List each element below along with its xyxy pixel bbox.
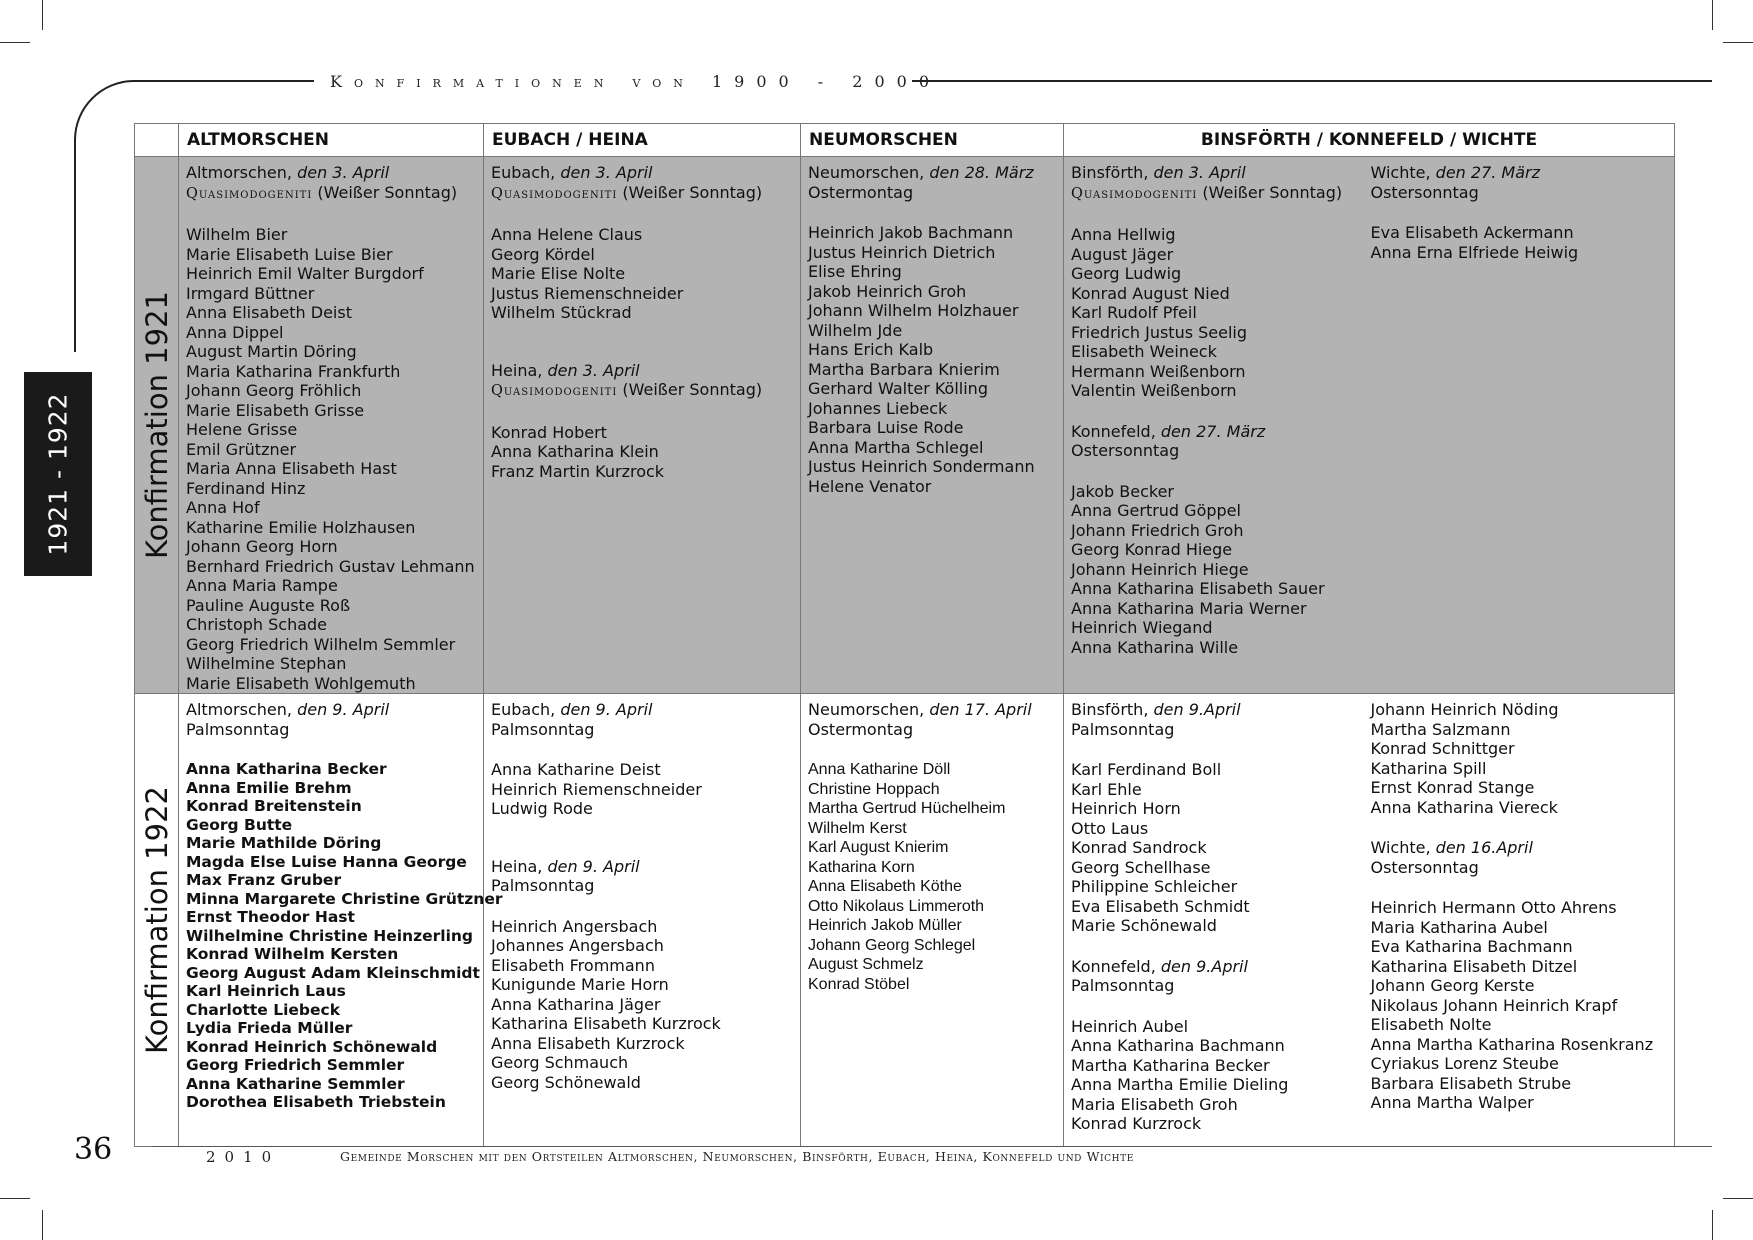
place: Altmorschen, [186, 700, 292, 719]
feast-day: Ostersonntag [1370, 857, 1479, 877]
name-entry: Heinrich Riemenschneider [491, 779, 702, 799]
name-entry: Konrad August Nied [1071, 283, 1230, 303]
name-entry: Heinrich Aubel [1071, 1016, 1189, 1036]
name-list [1071, 482, 1371, 658]
place: Eubach, [491, 700, 556, 719]
name-entry: Minna Margarete Christine Grützner [186, 889, 503, 908]
name-entry: Anna Katharina Wille [1071, 637, 1239, 657]
name-entry: Anna Martha Emilie Dieling [1071, 1075, 1289, 1094]
name-entry: Georg Konrad Hiege [1071, 540, 1233, 559]
event-heading [1071, 700, 1371, 720]
name-entry: Anna Katharine Döll [808, 761, 951, 778]
name-entry: Johann Heinrich Hiege [1071, 559, 1249, 579]
column-header-altmorschen: ALTMORSCHEN [179, 124, 484, 157]
name-entry: Wilhelm Stückrad [491, 303, 632, 322]
name-entry: Konrad Sandrock [1071, 838, 1207, 857]
name-entry: Charlotte Liebeck [186, 1000, 341, 1019]
name-entry: Heinrich Jakob Müller [808, 917, 962, 934]
name-list [1071, 1017, 1371, 1134]
feast-day: Palmsonntag [1071, 719, 1175, 739]
cell-binsfoerth-1922 [1064, 694, 1675, 1147]
name-entry: Anna Katharina Bachmann [1071, 1036, 1285, 1055]
name-entry: Anna Gertrud Göppel [1071, 501, 1241, 520]
footer-rule [152, 1146, 1712, 1147]
name-entry: Katharine Emilie Holzhausen [186, 517, 416, 537]
date: den 9. April [547, 856, 640, 876]
name-entry: Barbara Luise Rode [808, 418, 964, 437]
name-entry: August Jäger [1071, 244, 1174, 264]
name-entry: Marie Elisabeth Luise Bier [186, 244, 393, 264]
name-entry: Jakob Heinrich Groh [808, 281, 967, 301]
cell-altmorschen-1922 [179, 694, 503, 1147]
name-entry: Johann Heinrich Nöding [1370, 700, 1559, 719]
event-heading [1071, 163, 1371, 183]
name-list [808, 223, 1059, 496]
name-entry: Friedrich Justus Seelig [1071, 322, 1248, 342]
name-entry: Maria Katharina Aubel [1370, 917, 1548, 937]
name-entry: Pauline Auguste Roß [186, 595, 351, 615]
name-entry: Elise Ehring [808, 262, 902, 281]
row-label-cell [135, 157, 179, 694]
name-entry: Eva Katharina Bachmann [1370, 937, 1573, 956]
name-list [186, 225, 479, 693]
name-entry: Justus Heinrich Dietrich [808, 242, 996, 262]
name-entry: Marie Elise Nolte [491, 264, 626, 283]
name-entry: Christine Hoppach [808, 780, 940, 798]
name-entry: Max Franz Gruber [186, 871, 342, 889]
name-entry: Helene Venator [808, 476, 932, 496]
name-entry: August Martin Döring [186, 342, 357, 361]
name-list [1371, 700, 1671, 817]
event-heading [491, 361, 796, 381]
name-entry: Anna Katharina Elisabeth Sauer [1071, 579, 1325, 598]
name-entry: Katharina Korn [808, 858, 915, 876]
name-entry: Marie Elisabeth Wohlgemuth [186, 673, 416, 693]
name-list [491, 423, 796, 482]
event-heading [1371, 838, 1671, 858]
name-entry: Georg Schönewald [491, 1072, 641, 1092]
feast-day [491, 380, 796, 402]
name-entry: Philippine Schleicher [1071, 877, 1238, 896]
name-list [1371, 223, 1671, 262]
name-entry: Ferdinand Hinz [186, 478, 306, 498]
name-entry: August Schmelz [808, 956, 924, 973]
date: den 17. April [929, 700, 1032, 719]
name-entry: Konrad Kurzrock [1071, 1114, 1202, 1133]
row-1921 [135, 157, 1675, 694]
name-entry: Anna Martha Schlegel [808, 437, 984, 457]
name-entry: Franz Martin Kurzrock [491, 461, 665, 481]
cell-binsfoerth-1921 [1064, 157, 1675, 694]
column-header-binsfoerth: BINSFÖRTH / KONNEFELD / WICHTE [1064, 124, 1675, 157]
name-entry: Gerhard Walter Kölling [808, 379, 988, 398]
place: Wichte, [1370, 163, 1431, 182]
name-entry: Georg Butte [186, 815, 293, 834]
confirmation-table [134, 123, 1675, 1147]
name-entry: Wilhelmine Christine Heinzerling [186, 926, 474, 945]
name-entry: Elisabeth Weineck [1071, 342, 1217, 361]
page-number: 36 [74, 1132, 113, 1167]
name-entry: Cyriakus Lorenz Steube [1370, 1054, 1559, 1073]
place: Wichte, [1370, 838, 1431, 857]
name-entry: Johann Georg Kerste [1370, 976, 1535, 995]
name-entry: Anna Maria Rampe [186, 576, 338, 595]
name-entry: Anna Erna Elfriede Heiwig [1370, 242, 1579, 262]
name-entry: Maria Elisabeth Groh [1071, 1094, 1238, 1114]
name-entry: Johann Georg Horn [186, 537, 338, 556]
event-heading [1071, 422, 1371, 442]
footer-year: 2010 [206, 1148, 281, 1166]
crop-mark [42, 0, 43, 30]
name-entry: Ernst Konrad Stange [1370, 778, 1535, 797]
feast-sc: Quasimodogeniti [1071, 185, 1198, 202]
cell-neumorschen-1922 [801, 694, 1064, 1147]
name-entry: Dorothea Elisabeth Triebstein [186, 1093, 446, 1111]
name-entry: Georg Schmauch [491, 1053, 629, 1072]
row-1922 [135, 694, 1675, 1147]
name-entry: Georg Schellhase [1071, 857, 1211, 877]
name-entry: Georg Ludwig [1071, 264, 1182, 283]
date: den 9. April [297, 700, 390, 719]
event-heading [491, 163, 796, 183]
name-entry: Marie Mathilde Döring [186, 834, 382, 852]
feast-day: Ostermontag [808, 719, 914, 739]
event-heading [186, 700, 479, 720]
name-entry: Konrad Stöbel [808, 975, 910, 993]
name-entry: Katharina Elisabeth Kurzrock [491, 1014, 721, 1033]
feast-day [491, 183, 796, 205]
name-entry: Konrad Wilhelm Kersten [186, 945, 399, 963]
name-entry: Elisabeth Frommann [491, 955, 655, 975]
name-list [1371, 898, 1671, 1113]
name-entry: Heinrich Horn [1071, 799, 1181, 818]
name-entry: Anna Elisabeth Köthe [808, 878, 962, 895]
name-entry: Martha Gertrud Hüchelheim [808, 800, 1006, 817]
name-entry: Georg Friedrich Semmler [186, 1056, 405, 1074]
name-entry: Elisabeth Nolte [1370, 1015, 1492, 1034]
name-entry: Konrad Hobert [491, 422, 607, 442]
name-entry: Barbara Elisabeth Strube [1370, 1073, 1572, 1093]
name-entry: Heinrich Angersbach [491, 916, 658, 936]
place: Neumorschen, [808, 163, 925, 182]
two-column-block [1071, 700, 1670, 1134]
name-list [491, 225, 796, 323]
place: Heina, [491, 360, 543, 380]
name-entry: Martha Barbara Knierim [808, 359, 1000, 379]
name-entry: Heinrich Jakob Bachmann [808, 223, 1014, 242]
name-entry: Justus Heinrich Sondermann [808, 457, 1035, 476]
name-entry: Johann Wilhelm Holzhauer [808, 301, 1019, 320]
name-entry: Konrad Heinrich Schönewald [186, 1037, 438, 1056]
event-heading [186, 163, 479, 183]
name-entry: Hans Erich Kalb [808, 340, 934, 359]
name-list [808, 760, 1059, 994]
column-header-neumorschen: NEUMORSCHEN [801, 124, 1064, 157]
place: Eubach, [491, 163, 556, 182]
name-entry: Konrad Breitenstein [186, 797, 362, 815]
name-entry: Otto Nikolaus Limmeroth [808, 897, 985, 915]
feast-day: Palmsonntag [186, 719, 290, 739]
sub-column-left [1071, 163, 1371, 657]
date: den 3. April [547, 360, 640, 380]
name-entry: Wilhelm Bier [186, 225, 288, 244]
name-entry: Karl Ferdinand Boll [1071, 760, 1222, 779]
name-entry: Anna Katharine Deist [491, 760, 661, 779]
event-heading [808, 700, 1059, 720]
name-entry: Anna Martha Katharina Rosenkranz [1370, 1034, 1654, 1054]
name-entry: Georg August Adam Kleinschmidt [186, 963, 480, 982]
feast: (Weißer Sonntag) [317, 182, 458, 202]
sub-column-right [1371, 163, 1671, 657]
name-entry: Martha Salzmann [1370, 719, 1511, 739]
name-entry: Anna Katharina Becker [186, 760, 387, 778]
crop-mark [0, 42, 30, 43]
date: den 3. April [297, 163, 390, 182]
row-label: Konfirmation 1922 [139, 786, 174, 1054]
name-entry: Kunigunde Marie Horn [491, 975, 669, 994]
date: den 27. März [1435, 163, 1540, 182]
place: Neumorschen, [808, 700, 925, 719]
event-heading [491, 857, 796, 877]
feast-day [186, 183, 479, 205]
name-entry: Georg Friedrich Wilhelm Semmler [186, 634, 456, 654]
name-entry: Hermann Weißenborn [1071, 361, 1246, 381]
name-entry: Bernhard Friedrich Gustav Lehmann [186, 556, 475, 576]
name-entry: Heinrich Hermann Otto Ahrens [1370, 898, 1617, 917]
name-entry: Karl Ehle [1071, 779, 1142, 799]
footer-text: Gemeinde Morschen mit den Ortsteilen Altmorschen, Neumorschen, Binsförth, Eubach, Heina, Konnefeld und Wichte [340, 1149, 1134, 1164]
date: den 3. April [1153, 163, 1246, 182]
name-entry: Anna Katharina Klein [491, 442, 659, 461]
name-entry: Wilhelm Kerst [808, 819, 907, 837]
name-entry: Ernst Theodor Hast [186, 908, 355, 926]
name-entry: Johann Georg Schlegel [808, 936, 976, 954]
name-entry: Magda Else Luise Hanna George [186, 852, 467, 871]
feast-day [1071, 183, 1371, 205]
name-entry: Johann Georg Fröhlich [186, 381, 362, 400]
event-heading [808, 163, 1059, 183]
sub-column-left [1071, 700, 1371, 1134]
name-entry: Karl August Knierim [808, 839, 949, 856]
name-entry: Anna Hellwig [1071, 225, 1176, 244]
two-column-block [1071, 163, 1670, 657]
name-entry: Anna Katharine Semmler [186, 1074, 405, 1093]
cell-neumorschen-1921 [801, 157, 1064, 694]
place: Konnefeld, [1071, 421, 1156, 441]
date: den 9. April [560, 700, 653, 719]
header-corner-cell [135, 124, 179, 157]
header-rule-left [134, 80, 314, 82]
header-row [135, 124, 1675, 157]
crop-mark [1723, 1198, 1753, 1199]
place: Konnefeld, [1071, 956, 1156, 976]
place: Altmorschen, [186, 163, 292, 182]
date: den 3. April [560, 163, 653, 182]
year-tab-label: 1921 - 1922 [43, 392, 73, 556]
name-entry: Martha Katharina Becker [1071, 1055, 1270, 1075]
name-list [1071, 225, 1371, 401]
feast: (Weißer Sonntag) [622, 380, 763, 399]
name-entry: Katharina Spill [1370, 758, 1487, 778]
name-entry: Marie Elisabeth Grisse [186, 400, 365, 420]
feast-day: Palmsonntag [491, 876, 595, 895]
name-entry: Marie Schönewald [1071, 916, 1217, 935]
date: den 9.April [1160, 956, 1248, 976]
cell-eubach-heina-1921 [484, 157, 801, 694]
row-label: Konfirmation 1921 [139, 291, 174, 559]
name-entry: Anna Elisabeth Deist [186, 303, 352, 322]
name-list [491, 917, 796, 1093]
name-entry: Johannes Angersbach [491, 936, 664, 955]
year-tab [24, 372, 92, 576]
name-entry: Wilhelmine Stephan [186, 654, 347, 673]
name-list [491, 760, 796, 819]
name-entry: Johannes Liebeck [808, 398, 948, 418]
name-list [1071, 760, 1371, 936]
name-entry: Georg Kördel [491, 244, 595, 264]
date: den 27. März [1160, 421, 1266, 441]
name-entry: Nikolaus Johann Heinrich Krapf [1370, 995, 1618, 1015]
name-entry: Justus Riemenschneider [491, 283, 684, 303]
name-entry: Anna Hof [186, 498, 260, 517]
cell-eubach-heina-1922 [484, 694, 801, 1147]
name-entry: Anna Emilie Brehm [186, 778, 352, 797]
feast-day: Ostersonntag [1370, 182, 1479, 202]
name-entry: Otto Laus [1071, 818, 1149, 838]
name-entry: Valentin Weißenborn [1071, 381, 1237, 400]
feast-day: Ostermontag [808, 182, 914, 202]
event-heading [491, 700, 796, 720]
feast: (Weißer Sonntag) [622, 182, 763, 202]
name-entry: Johann Friedrich Groh [1071, 520, 1244, 540]
feast-sc: Quasimodogeniti [186, 185, 313, 202]
name-entry: Anna Katharina Jäger [491, 994, 661, 1014]
name-entry: Maria Katharina Frankfurth [186, 361, 401, 381]
name-entry: Lydia Frieda Müller [186, 1019, 353, 1037]
header-rule-right [912, 80, 1712, 82]
name-entry: Wilhelm Jde [808, 320, 903, 340]
name-list [186, 760, 503, 1112]
name-entry: Eva Elisabeth Schmidt [1071, 896, 1250, 916]
name-entry: Konrad Schnittger [1370, 739, 1515, 758]
row-label-cell [135, 694, 179, 1147]
feast-day: Palmsonntag [491, 719, 595, 739]
crop-mark [0, 1198, 30, 1199]
name-entry: Anna Katharina Viereck [1370, 797, 1558, 817]
crop-mark [1723, 42, 1753, 43]
name-entry: Maria Anna Elisabeth Hast [186, 459, 397, 478]
name-entry: Heinrich Emil Walter Burgdorf [186, 264, 424, 283]
name-entry: Anna Dippel [186, 322, 284, 342]
event-heading [1371, 163, 1671, 183]
date: den 9.April [1153, 700, 1241, 719]
name-entry: Heinrich Wiegand [1071, 618, 1213, 637]
event-heading [1071, 957, 1371, 977]
name-entry: Anna Helene Claus [491, 225, 643, 244]
name-entry: Karl Rudolf Pfeil [1071, 303, 1197, 322]
feast-sc: Quasimodogeniti [491, 185, 618, 202]
name-entry: Anna Katharina Maria Werner [1071, 598, 1307, 618]
date: den 16.April [1435, 838, 1533, 857]
running-title: Konfirmationen von 1900 - 2000 [330, 72, 942, 91]
name-entry: Jakob Becker [1071, 481, 1174, 501]
name-entry: Katharina Elisabeth Ditzel [1370, 956, 1578, 976]
feast-day: Ostersonntag [1071, 441, 1180, 460]
name-entry: Ludwig Rode [491, 799, 593, 818]
feast-sc: Quasimodogeniti [491, 383, 618, 399]
name-entry: Karl Heinrich Laus [186, 982, 346, 1000]
place: Heina, [491, 856, 543, 876]
crop-mark [1712, 0, 1713, 30]
crop-mark [42, 1210, 43, 1240]
name-entry: Eva Elisabeth Ackermann [1370, 223, 1574, 242]
place: Binsförth, [1071, 700, 1149, 719]
date: den 28. März [929, 163, 1034, 182]
place: Binsförth, [1071, 163, 1149, 182]
sub-column-right [1371, 700, 1671, 1134]
name-entry: Christoph Schade [186, 615, 328, 634]
name-entry: Helene Grisse [186, 420, 298, 439]
column-header-eubach-heina: EUBACH / HEINA [484, 124, 801, 157]
name-entry: Emil Grützner [186, 439, 297, 459]
feast: (Weißer Sonntag) [1202, 182, 1343, 202]
name-entry: Irmgard Büttner [186, 283, 315, 303]
crop-mark [1712, 1210, 1713, 1240]
name-entry: Anna Martha Walper [1370, 1093, 1534, 1112]
name-entry: Anna Elisabeth Kurzrock [491, 1033, 685, 1053]
cell-altmorschen-1921 [179, 157, 484, 694]
feast-day: Palmsonntag [1071, 976, 1175, 995]
